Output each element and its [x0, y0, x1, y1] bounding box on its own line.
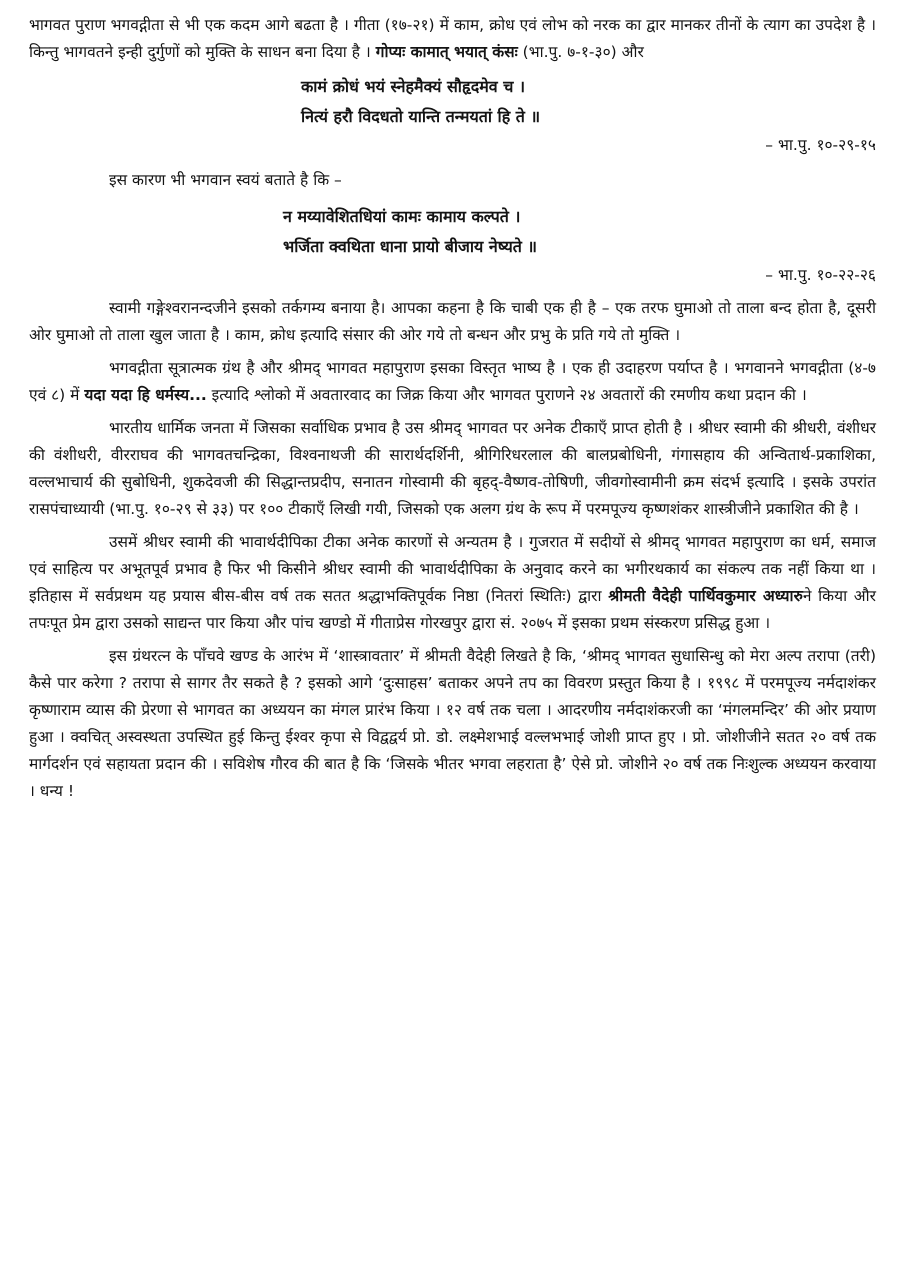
intro-paragraph	[29, 12, 876, 66]
paragraph-4-text-a: उसमें श्रीधर स्वामी की भावार्थदीपिका टीका अनेक कारणों से अन्यतम है । गुजरात में सदीयों से श्रीमद् भागवत महापुराण का धर्म, समाज एवं साहित्य पर अभूतपूर्व प्रभाव है फिर भी किसीने श्रीधर स्वामी की भावार्थदीपिका के अनुवाद करने का भगीरथकार्य का संकल्प तक नहीं किया था । इतिहास में सर्वप्रथम यह प्रयास बीस-बीस वर्ष तक सतत श्रद्धाभक्तिपूर्वक निष्ठा (नितरां स्थितिः) द्वारा	[29, 533, 876, 605]
verse-1-line-2: नित्यं हरौ विदधतो यान्ति तन्मयतां हि ते ॥	[301, 107, 541, 126]
paragraph-4-text-b: ने किया और तपःपूत प्रेम द्वारा उसको साद्यन्त पार किया और पांच खण्डो में गीताप्रेस गोरखपुर द्वारा सं. २०७५ में इसका प्रथम संस्करण प्रसिद्ध हुआ ।	[29, 587, 877, 632]
intro-text-a: भागवत पुराण भगवद्गीता से भी एक कदम आगे बढता है । गीता (१७-२१) में काम, क्रोध एवं लोभ को नरक का द्वार मानकर तीनों के त्याग का उपदेश है । किन्तु भागवतने इन्ही दुर्गुणों को मुक्ति के साधन बना दिया है ।	[29, 16, 876, 61]
paragraph-1: स्वामी गङ्गेश्वरानन्दजीने इसको तर्कगम्य बनाया है। आपका कहना है कि चाबी एक ही है – एक तरफ घुमाओ तो ताला बन्द होता है, दूसरी ओर घुमाओ तो ताला खुल जाता है । काम, क्रोध इत्यादि संसार की ओर गये तो बन्धन और प्रभु के प्रति गये तो मुक्ति ।	[29, 299, 876, 344]
intro-bold-quote: गोप्यः कामात् भयात् कंसः	[375, 43, 518, 61]
verse-block-1	[29, 72, 876, 132]
document-page	[29, 0, 876, 811]
paragraph-2-text-a: भगवद्गीता सूत्रात्मक ग्रंथ है और श्रीमद् भागवत महापुराण इसका विस्तृत भाष्य है । एक ही उदाहरण पर्याप्त है । भगवानने भगवद्गीता (४-७ एवं ८) में	[29, 359, 876, 404]
verse-2-line-2: भर्जिता क्वथिता धाना प्रायो बीजाय नेष्यते ॥	[283, 237, 537, 256]
paragraph-2	[29, 355, 876, 409]
paragraph-4-bold: श्रीमती वैदेही पार्थिवकुमार अध्यारु	[608, 587, 803, 605]
verse-2-line-1: न मय्यावेशितधियां कामः कामाय कल्पते ।	[283, 207, 521, 226]
lead-line: इस कारण भी भगवान स्वयं बताते है कि –	[109, 171, 342, 189]
paragraph-2-text-b: इत्यादि श्लोको में अवतारवाद का जिक्र किया और भागवत पुराणने २४ अवतारों की रमणीय कथा प्रदान की ।	[206, 386, 807, 404]
intro-text-b: (भा.पु. ७-१-३०) और	[517, 43, 644, 61]
paragraph-3: भारतीय धार्मिक जनता में जिसका सर्वाधिक प्रभाव है उस श्रीमद् भागवत पर अनेक टीकाएँ प्राप्त होती है । श्रीधर स्वामी की श्रीधरी, वंशीधर की वंशीधरी, वीरराघव की भागवतचन्द्रिका, विश्वनाथजी की सारार्थदर्शिनी, श्रीगिरिधरलाल की बालप्रबोधिनी, गंगासहाय की अन्वितार्थ-प्रकाशिका, वल्लभाचार्य की सुबोधिनी, शुकदेवजी की सिद्धान्तप्रदीप, सनातन गोस्वामी की बृहद्-वैष्णव-तोषिणी, जीवगोस्वामीनी क्रम संदर्भ इत्यादि । इसके उपरांत रासपंचाध्यायी (भा.पु. १०-२९ से ३३) पर १०० टीकाएँ लिखी गयी, जिसको एक अलग ग्रंथ के रूप में परमपूज्य कृष्णशंकर शास्त्रीजीने प्रकाशित की है ।	[29, 419, 876, 518]
paragraph-4	[29, 529, 876, 637]
verse-block-2	[29, 202, 876, 262]
verse-1-line-1: कामं क्रोधं भयं स्नेहमैक्यं सौहृदमेव च ।	[301, 77, 526, 96]
verse-2-citation: – भा.पु. १०-२२-२६	[765, 266, 876, 284]
paragraph-2-bold: यदा यदा हि धर्मस्य...	[84, 386, 207, 404]
paragraph-5: इस ग्रंथरत्न के पाँचवे खण्ड के आरंभ में ‘शास्त्रावतार’ में श्रीमती वैदेही लिखते है कि, ‘श्रीमद् भागवत सुधासिन्धु को मेरा अल्प तरापा (तरी) कैसे पार करेगा ? तरापा से सागर तैर सकते है ? इसको आगे ‘दुःसाहस’ बताकर अपने तप का विवरण प्रस्तुत किया है । १९९८ में परमपूज्य नर्मदाशंकर कृष्णाराम व्यास की प्रेरणा से भागवत का अध्ययन का मंगल प्रारंभ किया । १२ वर्ष तक चला । आदरणीय नर्मदाशंकरजी का ‘मंगलमन्दिर’ की ओर प्रयाण हुआ । क्वचित् अस्वस्थता उपस्थित हुई किन्तु ईश्वर कृपा से विद्वद्वर्य प्रो. डो. लक्ष्मेशभाई वल्लभभाई जोशी प्राप्त हुए । प्रो. जोशीजीने सतत २० वर्ष तक मार्गदर्शन एवं सहायता प्रदान की । सविशेष गौरव की बात है कि ‘जिसके भीतर भगवा लहराता है’ ऐसे प्रो. जोशीने २० वर्ष तक निःशुल्क अध्ययन करवाया । धन्य !	[29, 647, 876, 800]
verse-1-citation: – भा.पु. १०-२९-१५	[765, 136, 876, 154]
